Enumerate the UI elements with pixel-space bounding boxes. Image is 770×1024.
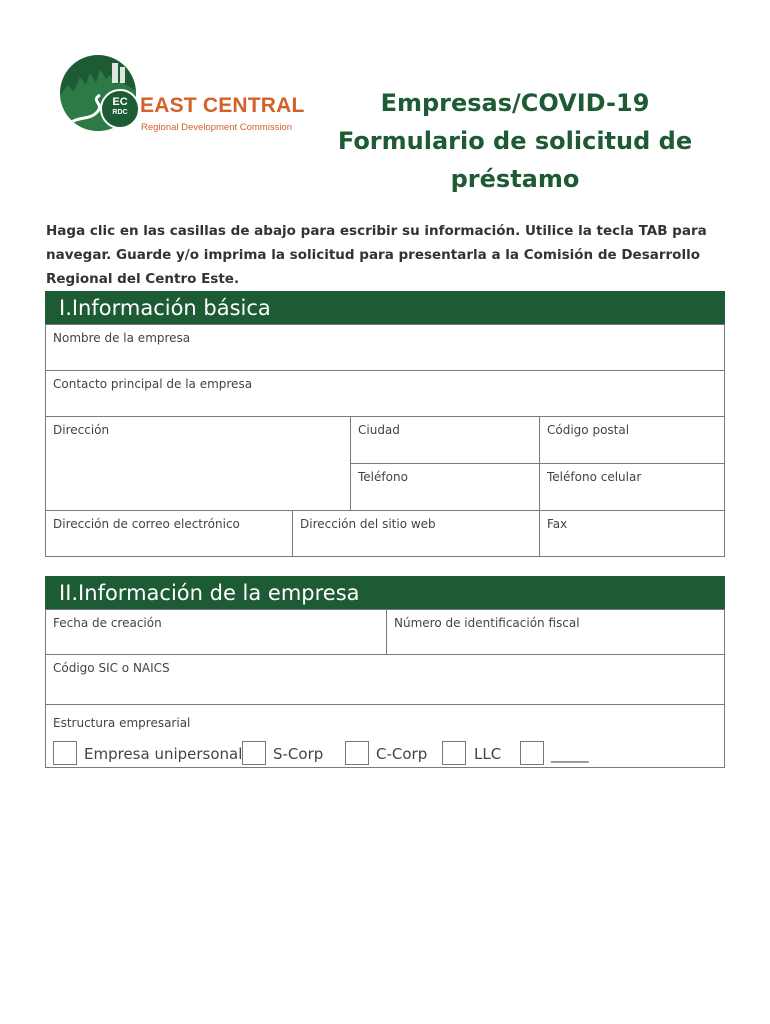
- main-contact-field[interactable]: [45, 370, 725, 417]
- phone-label: Teléfono: [358, 470, 408, 484]
- logo-name: EAST CENTRAL: [140, 94, 305, 117]
- cell-phone-field[interactable]: [539, 463, 725, 511]
- website-label: Dirección del sitio web: [300, 517, 436, 531]
- website-field[interactable]: [292, 510, 540, 557]
- tax-id-field[interactable]: [386, 609, 725, 655]
- llc-checkbox[interactable]: [442, 741, 466, 765]
- postal-code-label: Código postal: [547, 423, 630, 437]
- email-field[interactable]: [45, 510, 293, 557]
- main-contact-label: Contacto principal de la empresa: [53, 377, 253, 391]
- address-field[interactable]: [45, 416, 351, 511]
- logo-subtitle: Regional Development Commission: [141, 122, 293, 133]
- section-header-basic-info: I.Información básica: [45, 291, 725, 325]
- address-label: Dirección: [53, 423, 110, 437]
- logo-badge-ec: EC: [112, 96, 128, 108]
- document-title-line3: préstamo: [450, 165, 580, 193]
- creation-date-field[interactable]: [45, 609, 387, 655]
- fax-label: Fax: [547, 517, 568, 531]
- logo-badge-rdc: RDC: [112, 109, 128, 116]
- cell-phone-label: Teléfono celular: [547, 470, 642, 484]
- sic-naics-field[interactable]: [45, 654, 725, 705]
- company-name-field[interactable]: [45, 324, 725, 371]
- s-corp-checkbox[interactable]: [242, 741, 266, 765]
- llc-label: LLC: [474, 745, 502, 763]
- other-checkbox[interactable]: [520, 741, 544, 765]
- c-corp-checkbox[interactable]: [345, 741, 369, 765]
- sic-naics-label: Código SIC o NAICS: [53, 661, 170, 675]
- postal-code-field[interactable]: [539, 416, 725, 464]
- city-label: Ciudad: [358, 423, 400, 437]
- ecrdc-logo: [60, 55, 305, 135]
- other-blank-line[interactable]: _____: [551, 745, 589, 763]
- sole-proprietor-checkbox[interactable]: [53, 741, 77, 765]
- instructions-text: Haga clic en las casillas de abajo para escribir su información. Utilice la tecla TAB para navegar. Guarde y/o imprima la solicitud para presentarla a la Comisión de Desarrollo Regional del Centro Este.: [46, 223, 707, 287]
- company-name-label: Nombre de la empresa: [53, 331, 191, 345]
- creation-date-label: Fecha de creación: [53, 616, 162, 630]
- email-label: Dirección de correo electrónico: [53, 517, 240, 531]
- tax-id-label: Número de identificación fiscal: [394, 616, 580, 630]
- section-header-company-info: II.Información de la empresa: [45, 576, 725, 610]
- document-title: [330, 84, 700, 198]
- city-field[interactable]: [350, 416, 540, 464]
- business-structure-label: Estructura empresarial: [53, 716, 191, 730]
- fax-field[interactable]: [539, 510, 725, 557]
- c-corp-label: C-Corp: [376, 745, 428, 763]
- logo-badge: [100, 89, 140, 129]
- phone-field[interactable]: [350, 463, 540, 511]
- document-title-line2: Formulario de solicitud de: [337, 127, 693, 155]
- s-corp-label: S-Corp: [273, 745, 324, 763]
- document-title-line1: Empresas/COVID-19: [380, 89, 650, 117]
- sole-proprietor-label: Empresa unipersonal: [84, 745, 243, 763]
